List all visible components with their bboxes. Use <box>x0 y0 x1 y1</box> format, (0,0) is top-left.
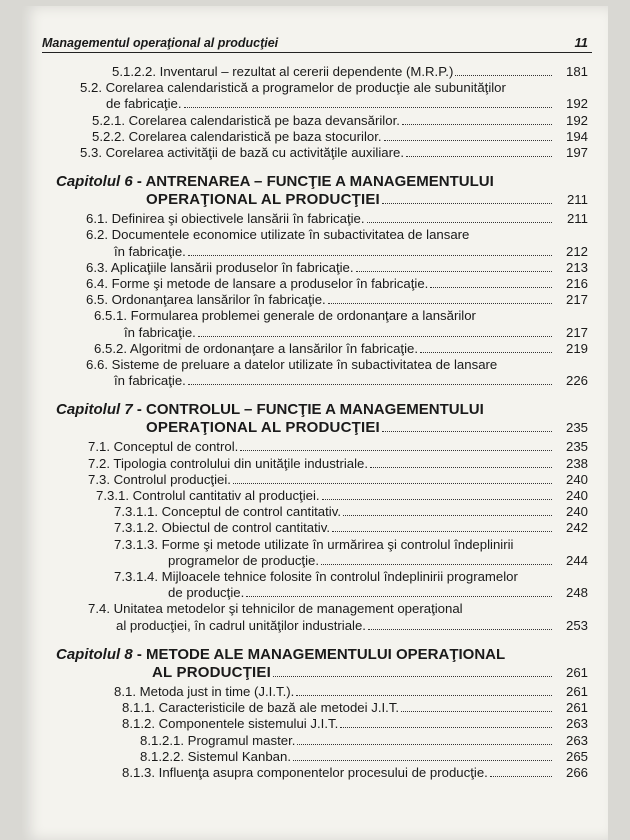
leader-dots <box>343 515 552 516</box>
toc-entry <box>22 569 608 601</box>
chapter-heading <box>22 173 608 209</box>
toc-entry-title: 7.3.1.2. Obiectul de control cantitativ. <box>114 520 331 536</box>
toc-page-ref: 211 <box>566 211 588 227</box>
toc-page-ref: 261 <box>565 700 588 716</box>
leader-dots <box>321 564 552 565</box>
leader-dots <box>322 499 552 500</box>
toc-entry <box>22 308 608 340</box>
leader-dots <box>382 203 552 204</box>
toc-page-ref: 263 <box>565 732 588 748</box>
toc-page-ref: 194 <box>565 128 588 144</box>
chapter-label: Capitolul 8 <box>56 645 133 663</box>
toc-page-ref: 181 <box>565 64 588 79</box>
toc-entry-continuation: de producţie. <box>168 585 245 601</box>
leader-dots <box>184 107 552 108</box>
leader-dots <box>490 776 552 777</box>
chapter-label: Capitolul 7 <box>56 401 133 419</box>
toc-entry-title: 8.1.2.1. Programul master. <box>140 732 296 748</box>
leader-dots <box>455 75 552 76</box>
chapter-heading <box>22 401 608 437</box>
toc-page-ref: 263 <box>565 716 588 732</box>
toc-entry-title: 8.1.2. Componentele sistemului J.I.T. <box>122 716 339 732</box>
toc-entry <box>22 504 608 520</box>
toc-entry <box>22 227 608 259</box>
toc-entry <box>22 700 608 716</box>
toc-entry-title: 6.5. Ordonanţarea lansărilor în fabricaţie. <box>86 292 326 308</box>
chapter-title: - ANTRENAREA – FUNCŢIE A MANAGEMENTULUI <box>132 173 494 191</box>
toc-page-ref: 197 <box>565 145 588 161</box>
toc-entry <box>22 260 608 276</box>
leader-dots <box>328 303 552 304</box>
toc-entry <box>22 537 608 569</box>
toc-page-ref: 240 <box>565 471 588 487</box>
toc-entry-title: 8.1.1. Caracteristicile de bază ale metodei J.I.T. <box>122 700 400 716</box>
toc-entry-title: 7.3. Controlul producţiei. <box>88 471 231 487</box>
toc-page-ref: 253 <box>565 617 588 633</box>
toc-page-ref: 211 <box>566 192 588 208</box>
toc-entry <box>22 276 608 292</box>
toc-entry-continuation: programelor de producţie. <box>168 552 320 568</box>
toc-page-ref: 244 <box>565 552 588 568</box>
toc-entry-title: 8.1.3. Influenţa asupra componentelor procesului de producţie. <box>122 764 488 780</box>
chapter-title-continuation: AL PRODUCŢIEI <box>152 663 271 681</box>
toc-page-ref: 216 <box>565 276 588 292</box>
toc-entry-title: 7.4. Unitatea metodelor şi tehnicilor de management operaţional <box>88 601 463 617</box>
leader-dots <box>240 450 552 451</box>
toc-entry <box>22 749 608 765</box>
toc-entry-title: 7.3.1. Controlul cantitativ al producţiei. <box>96 488 320 504</box>
leader-dots <box>273 676 552 677</box>
leader-dots <box>246 596 552 597</box>
toc-page-ref: 261 <box>565 683 588 699</box>
toc-entry <box>22 520 608 536</box>
leader-dots <box>384 140 552 141</box>
toc-entry-title: 6.6. Sisteme de preluare a datelor utilizate în subactivitatea de lansare <box>86 357 498 373</box>
book-page <box>22 6 608 840</box>
toc-page-ref: 235 <box>565 439 588 455</box>
toc-entry-title: 7.3.1.1. Conceptul de control cantitativ. <box>114 504 342 520</box>
toc-entry-title: 8.1. Metoda just in time (J.I.T.). <box>114 683 295 699</box>
leader-dots <box>402 124 552 125</box>
leader-dots <box>406 156 552 157</box>
leader-dots <box>297 744 552 745</box>
toc-page-ref: 219 <box>565 340 588 356</box>
leader-dots <box>296 695 552 696</box>
toc-page-ref: 248 <box>565 585 588 601</box>
toc-entry <box>22 684 608 700</box>
toc-page-ref: 217 <box>565 324 588 340</box>
toc-entry-title: 5.3. Corelarea activităţii de bază cu activităţile auxiliare. <box>80 145 404 161</box>
toc-entry-title: 7.1. Conceptul de control. <box>88 439 239 455</box>
toc-entry-title: 6.4. Forme şi metode de lansare a produselor în fabricaţie. <box>86 276 429 292</box>
toc-entry-title: 5.2.2. Corelarea calendaristică pe baza stocurilor. <box>92 128 382 144</box>
leader-dots <box>368 629 552 630</box>
toc-page-ref: 213 <box>565 259 588 275</box>
toc-page-ref: 240 <box>565 488 588 504</box>
leader-dots <box>188 384 552 385</box>
toc-entry-continuation: în fabricaţie. <box>124 324 196 340</box>
toc-entry-continuation: în fabricaţie. <box>114 243 186 259</box>
toc-entry <box>22 765 608 781</box>
toc-entry-title: 6.1. Definirea şi obiectivele lansării în fabricaţie. <box>86 211 365 227</box>
toc-page-ref: 192 <box>565 112 588 128</box>
leader-dots <box>370 467 552 468</box>
toc-entry-title: 6.3. Aplicaţiile lansării produselor în fabricaţie. <box>86 259 354 275</box>
chapter-title-continuation: OPERAŢIONAL AL PRODUCŢIEI <box>146 191 380 209</box>
leader-dots <box>420 352 552 353</box>
toc-entry <box>22 129 608 145</box>
toc-entry-title: 5.2.1. Corelarea calendaristică pe baza devansărilor. <box>92 112 400 128</box>
toc-entry <box>22 211 608 227</box>
leader-dots <box>430 287 552 288</box>
toc-page-ref: 212 <box>565 243 588 259</box>
running-header <box>42 32 592 53</box>
toc-page-ref: 261 <box>565 664 588 680</box>
toc-entry-continuation: de fabricaţie. <box>106 96 182 112</box>
toc-entry-title: 6.2. Documentele economice utilizate în subactivitatea de lansare <box>86 227 470 243</box>
chapter-label: Capitolul 6 <box>56 173 133 191</box>
toc-page-ref: 242 <box>565 520 588 536</box>
toc-entry <box>22 716 608 732</box>
toc-entry <box>22 472 608 488</box>
toc-entry-title: 6.5.2. Algoritmi de ordonanţare a lansărilor în fabricaţie. <box>94 340 419 356</box>
toc-entry <box>22 113 608 129</box>
toc-entry <box>22 456 608 472</box>
toc-entry-title: 8.1.2.2. Sistemul Kanban. <box>140 748 292 764</box>
toc-entry <box>22 439 608 455</box>
toc-entry-title: 7.3.1.3. Forme şi metode utilizate în urmărirea şi controlul îndeplinirii <box>114 536 514 552</box>
toc-page-ref: 235 <box>565 420 588 436</box>
chapter-title-continuation: OPERAŢIONAL AL PRODUCŢIEI <box>146 419 380 437</box>
toc-entry <box>22 488 608 504</box>
toc-page-ref: 265 <box>565 748 588 764</box>
toc-entry <box>22 341 608 357</box>
leader-dots <box>340 727 552 728</box>
running-title: Managementul operaţional al producţiei <box>42 36 279 50</box>
toc-entry <box>22 292 608 308</box>
toc-entry <box>22 733 608 749</box>
toc-entry <box>22 145 608 161</box>
leader-dots <box>293 760 552 761</box>
toc-entry <box>22 357 608 389</box>
chapter-title: - METODE ALE MANAGEMENTULUI OPERAŢIONAL <box>132 645 506 663</box>
leader-dots <box>367 222 552 223</box>
toc-page-ref: 266 <box>565 764 588 780</box>
toc-page-ref: 192 <box>565 96 588 112</box>
toc-entry <box>22 80 608 112</box>
toc-entry-title: 5.2. Corelarea calendaristică a programelor de producţie ale subunităţilor <box>80 80 506 96</box>
toc-entry <box>22 64 608 80</box>
leader-dots <box>198 336 552 337</box>
toc-entry <box>22 601 608 633</box>
leader-dots <box>401 711 552 712</box>
chapter-title: - CONTROLUL – FUNCŢIE A MANAGEMENTULUI <box>132 401 484 419</box>
leader-dots <box>382 431 552 432</box>
toc-entry-title: 7.2. Tipologia controlului din unităţile industriale. <box>88 455 369 471</box>
leader-dots <box>332 531 552 532</box>
leader-dots <box>188 255 552 256</box>
toc-entry-continuation: al producţiei, în cadrul unităţilor industriale. <box>116 617 366 633</box>
toc-page-ref: 226 <box>565 373 588 389</box>
chapter-heading <box>22 646 608 682</box>
toc-page-ref: 217 <box>565 292 588 308</box>
table-of-contents <box>22 64 608 781</box>
leader-dots <box>233 483 552 484</box>
leader-dots <box>356 271 552 272</box>
toc-entry-title: 6.5.1. Formularea problemei generale de ordonanţare a lansărilor <box>94 308 476 324</box>
toc-entry-title: 5.1.2.2. Inventarul – rezultat al cererii dependente (M.R.P.) <box>112 64 454 79</box>
toc-entry-continuation: în fabricaţie. <box>114 373 186 389</box>
toc-page-ref: 240 <box>565 504 588 520</box>
page-number: 11 <box>574 35 588 50</box>
toc-entry-title: 7.3.1.4. Mijloacele tehnice folosite în controlul îndeplinirii programelor <box>114 569 518 585</box>
toc-page-ref: 238 <box>565 455 588 471</box>
